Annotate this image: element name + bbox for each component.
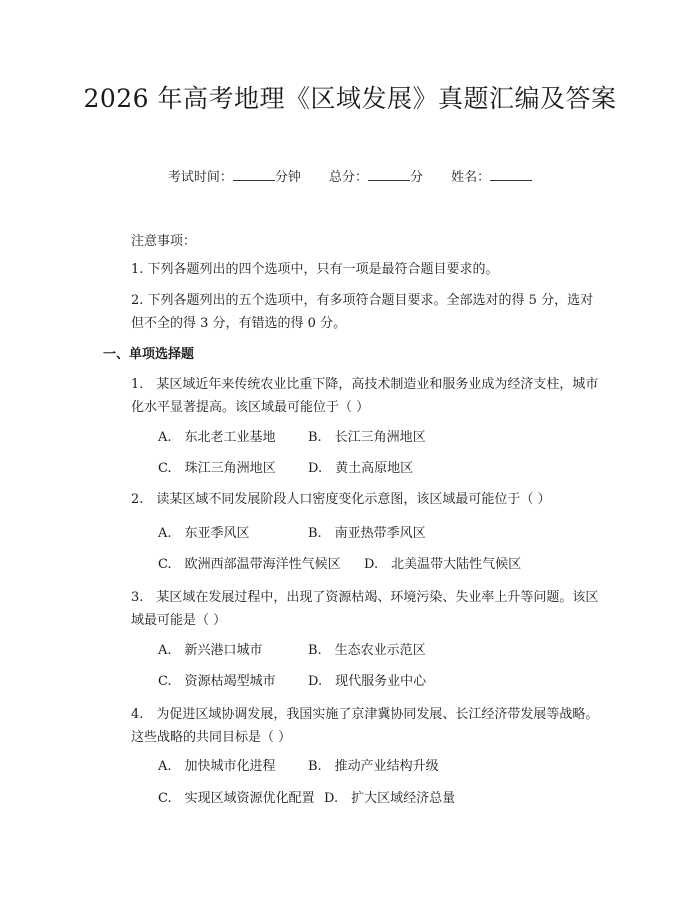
exam-meta bbox=[0, 168, 700, 188]
score-label: 总分： bbox=[328, 170, 368, 185]
question-3-option-a: A. 新兴港口城市 bbox=[158, 643, 263, 658]
exam-name bbox=[451, 168, 532, 188]
question-2-option-a: A. 东亚季风区 bbox=[158, 526, 250, 541]
section-heading: 一、单项选择题 bbox=[103, 347, 195, 362]
question-2-option-b: B. 南亚热带季风区 bbox=[308, 526, 426, 541]
question-1-stem: 1. 某区域近年来传统农业比重下降，高技术制造业和服务业成为经济支柱，城市化水平显著提高。该区域最可能位于（ ） bbox=[131, 377, 599, 415]
name-blank bbox=[490, 168, 532, 181]
time-unit: 分钟 bbox=[274, 170, 301, 185]
time-label: 考试时间： bbox=[167, 170, 233, 185]
name-label: 姓名： bbox=[451, 170, 491, 185]
question-2-stem: 2. 读某区域不同发展阶段人口密度变化示意图，该区域最可能位于（ ） bbox=[131, 492, 551, 507]
question-4 bbox=[103, 703, 603, 749]
notice-item-2-text: 2. 下列各题列出的五个选项中，有多项符合题目要求。全部选对的得 5 分，选对但不全的得 3 分，有错选的得 0 分。 bbox=[131, 293, 594, 331]
question-3-option-d: D. 现代服务业中心 bbox=[308, 674, 427, 689]
page-title: 2026 年高考地理《区域发展》真题汇编及答案 bbox=[83, 84, 617, 113]
question-3 bbox=[103, 586, 603, 632]
question-1-option-c: C. 珠江三角洲地区 bbox=[158, 461, 276, 476]
question-3-option-b: B. 生态农业示范区 bbox=[308, 643, 426, 658]
question-4-option-b: B. 推动产业结构升级 bbox=[308, 759, 439, 774]
question-4-option-d: D. 扩大区域经济总量 bbox=[324, 791, 456, 806]
question-1 bbox=[103, 373, 603, 419]
question-1-option-d: D. 黄土高原地区 bbox=[308, 461, 414, 476]
question-3-stem: 3. 某区域在发展过程中，出现了资源枯竭、环境污染、失业率上升等问题。该区域最可能是（ ） bbox=[131, 590, 599, 628]
question-4-stem: 4. 为促进区域协调发展，我国实施了京津冀协同发展、长江经济带发展等战略。这些战略的共同目标是（ ） bbox=[131, 707, 599, 745]
question-4-option-a: A. 加快城市化进程 bbox=[158, 759, 276, 774]
notice-item-1: 1. 下列各题列出的四个选项中，只有一项是最符合题目要求的。 bbox=[131, 262, 499, 277]
time-blank bbox=[233, 168, 275, 181]
question-4-option-c: C. 实现区域资源优化配置 bbox=[158, 791, 315, 806]
score-unit: 分 bbox=[410, 170, 424, 185]
exam-score bbox=[329, 168, 423, 188]
question-3-option-c: C. 资源枯竭型城市 bbox=[158, 674, 276, 689]
notice-heading: 注意事项： bbox=[131, 234, 197, 249]
exam-time bbox=[168, 168, 301, 188]
question-2-option-c: C. 欧洲西部温带海洋性气候区 bbox=[158, 557, 341, 572]
score-blank bbox=[368, 168, 410, 181]
notice-item-2 bbox=[103, 289, 603, 335]
question-1-option-a: A. 东北老工业基地 bbox=[158, 430, 276, 445]
question-2-option-d: D. 北美温带大陆性气候区 bbox=[364, 557, 522, 572]
question-2 bbox=[103, 488, 603, 511]
question-1-option-b: B. 长江三角洲地区 bbox=[308, 430, 426, 445]
